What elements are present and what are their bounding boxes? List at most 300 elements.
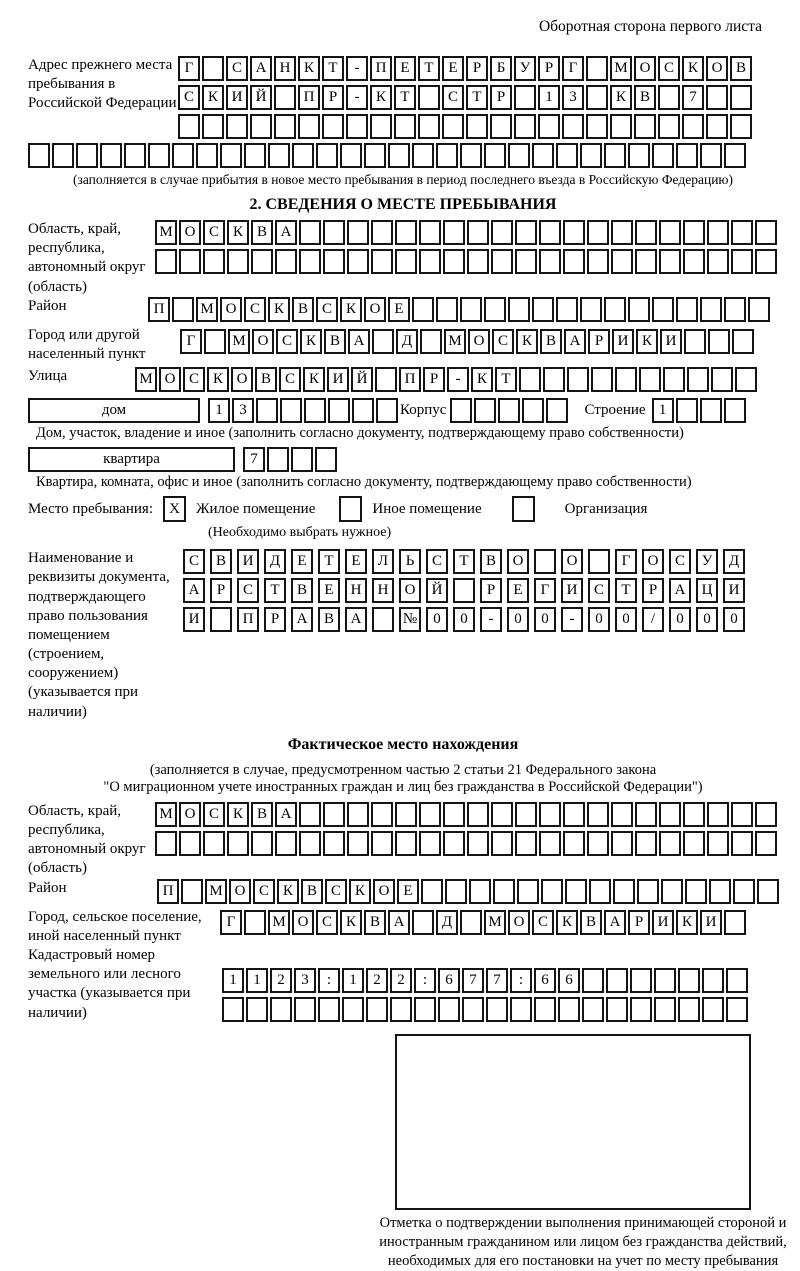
char-box[interactable]: М (135, 367, 157, 392)
char-box[interactable] (294, 997, 316, 1022)
char-box[interactable] (443, 831, 465, 856)
char-box[interactable]: С (183, 549, 205, 574)
char-box[interactable] (604, 297, 626, 322)
char-box[interactable] (322, 114, 344, 139)
char-box[interactable]: Т (322, 56, 344, 81)
char-box[interactable] (299, 802, 321, 827)
char-box[interactable] (700, 297, 722, 322)
char-box[interactable]: С (316, 297, 338, 322)
char-box[interactable] (346, 114, 368, 139)
char-box[interactable] (445, 879, 467, 904)
char-box[interactable] (532, 143, 554, 168)
char-box[interactable] (315, 447, 337, 472)
char-box[interactable]: В (251, 220, 273, 245)
char-box[interactable]: 2 (270, 968, 292, 993)
char-box[interactable] (443, 802, 465, 827)
char-box[interactable]: - (561, 607, 583, 632)
char-box[interactable] (340, 143, 362, 168)
char-box[interactable] (628, 143, 650, 168)
char-box[interactable]: О (364, 297, 386, 322)
char-box[interactable] (179, 831, 201, 856)
char-box[interactable] (491, 831, 513, 856)
char-box[interactable] (323, 220, 345, 245)
char-box[interactable] (155, 831, 177, 856)
char-box[interactable]: К (227, 802, 249, 827)
char-box[interactable] (683, 249, 705, 274)
char-box[interactable] (275, 831, 297, 856)
apartment-type-field[interactable]: квартира (28, 447, 235, 472)
char-box[interactable]: И (700, 910, 722, 935)
char-box[interactable]: Р (538, 56, 560, 81)
char-box[interactable] (588, 549, 610, 574)
char-box[interactable]: Г (220, 910, 242, 935)
char-box[interactable]: Р (423, 367, 445, 392)
char-box[interactable] (724, 297, 746, 322)
char-box[interactable] (731, 220, 753, 245)
char-box[interactable] (731, 249, 753, 274)
char-box[interactable]: О (634, 56, 656, 81)
char-box[interactable] (515, 802, 537, 827)
char-box[interactable]: Г (562, 56, 584, 81)
char-box[interactable] (304, 398, 326, 423)
char-box[interactable]: О (179, 220, 201, 245)
char-box[interactable] (493, 879, 515, 904)
char-box[interactable] (724, 143, 746, 168)
char-box[interactable] (275, 249, 297, 274)
char-box[interactable] (484, 143, 506, 168)
char-box[interactable] (700, 398, 722, 423)
char-box[interactable]: В (318, 607, 340, 632)
char-box[interactable] (682, 114, 704, 139)
char-box[interactable] (731, 831, 753, 856)
char-box[interactable] (707, 802, 729, 827)
char-box[interactable] (630, 997, 652, 1022)
char-box[interactable]: В (301, 879, 323, 904)
char-box[interactable] (582, 997, 604, 1022)
char-box[interactable] (685, 879, 707, 904)
char-box[interactable]: В (540, 329, 562, 354)
char-box[interactable]: А (275, 220, 297, 245)
char-box[interactable] (726, 997, 748, 1022)
char-box[interactable]: К (471, 367, 493, 392)
char-box[interactable] (563, 802, 585, 827)
char-box[interactable] (371, 831, 393, 856)
char-box[interactable]: А (388, 910, 410, 935)
char-box[interactable] (347, 220, 369, 245)
char-box[interactable]: К (676, 910, 698, 935)
char-box[interactable] (202, 114, 224, 139)
char-box[interactable] (498, 398, 520, 423)
char-box[interactable]: К (227, 220, 249, 245)
char-box[interactable] (227, 831, 249, 856)
char-box[interactable]: Т (394, 85, 416, 110)
char-box[interactable] (323, 802, 345, 827)
char-box[interactable]: 0 (669, 607, 691, 632)
char-box[interactable]: О (706, 56, 728, 81)
char-box[interactable] (580, 297, 602, 322)
checkbox-organization[interactable] (512, 496, 535, 522)
char-box[interactable] (517, 879, 539, 904)
char-box[interactable] (707, 831, 729, 856)
char-box[interactable] (179, 249, 201, 274)
char-box[interactable] (246, 997, 268, 1022)
char-box[interactable] (244, 143, 266, 168)
char-box[interactable] (388, 143, 410, 168)
char-box[interactable]: Е (345, 549, 367, 574)
char-box[interactable]: Й (351, 367, 373, 392)
char-box[interactable]: В (730, 56, 752, 81)
char-box[interactable] (707, 249, 729, 274)
char-box[interactable] (267, 447, 289, 472)
char-box[interactable]: Н (274, 56, 296, 81)
char-box[interactable] (635, 220, 657, 245)
char-box[interactable] (563, 249, 585, 274)
char-box[interactable]: Р (628, 910, 650, 935)
char-box[interactable] (534, 549, 556, 574)
char-box[interactable]: : (510, 968, 532, 993)
char-box[interactable] (274, 85, 296, 110)
char-box[interactable] (654, 997, 676, 1022)
char-box[interactable] (203, 831, 225, 856)
char-box[interactable]: И (183, 607, 205, 632)
char-box[interactable]: Н (372, 578, 394, 603)
char-box[interactable]: Т (318, 549, 340, 574)
char-box[interactable] (100, 143, 122, 168)
char-box[interactable] (316, 143, 338, 168)
char-box[interactable] (222, 997, 244, 1022)
char-box[interactable] (541, 879, 563, 904)
char-box[interactable] (628, 297, 650, 322)
char-box[interactable] (735, 367, 757, 392)
char-box[interactable] (587, 220, 609, 245)
char-box[interactable] (678, 968, 700, 993)
char-box[interactable] (124, 143, 146, 168)
char-box[interactable] (280, 398, 302, 423)
char-box[interactable]: / (642, 607, 664, 632)
char-box[interactable] (443, 249, 465, 274)
char-box[interactable] (659, 802, 681, 827)
char-box[interactable] (466, 114, 488, 139)
char-box[interactable]: С (279, 367, 301, 392)
char-box[interactable] (291, 447, 313, 472)
char-box[interactable]: 1 (652, 398, 674, 423)
char-box[interactable] (244, 910, 266, 935)
char-box[interactable]: С (316, 910, 338, 935)
char-box[interactable] (371, 249, 393, 274)
char-box[interactable] (678, 997, 700, 1022)
char-box[interactable]: К (202, 85, 224, 110)
char-box[interactable] (442, 114, 464, 139)
char-box[interactable] (676, 297, 698, 322)
char-box[interactable]: : (414, 968, 436, 993)
char-box[interactable] (700, 143, 722, 168)
char-box[interactable] (366, 997, 388, 1022)
char-box[interactable]: 3 (294, 968, 316, 993)
char-box[interactable]: 0 (615, 607, 637, 632)
char-box[interactable] (347, 802, 369, 827)
char-box[interactable] (395, 220, 417, 245)
char-box[interactable] (567, 367, 589, 392)
char-box[interactable] (412, 910, 434, 935)
char-box[interactable]: П (157, 879, 179, 904)
char-box[interactable]: 0 (507, 607, 529, 632)
char-box[interactable]: С (276, 329, 298, 354)
char-box[interactable] (347, 831, 369, 856)
char-box[interactable] (436, 143, 458, 168)
char-box[interactable] (659, 831, 681, 856)
char-box[interactable]: Р (210, 578, 232, 603)
char-box[interactable]: 1 (246, 968, 268, 993)
char-box[interactable] (652, 143, 674, 168)
char-box[interactable]: М (228, 329, 250, 354)
char-box[interactable] (491, 220, 513, 245)
char-box[interactable] (580, 143, 602, 168)
char-box[interactable]: О (252, 329, 274, 354)
char-box[interactable] (586, 56, 608, 81)
char-box[interactable] (490, 114, 512, 139)
char-box[interactable] (515, 831, 537, 856)
char-box[interactable] (565, 879, 587, 904)
char-box[interactable] (587, 249, 609, 274)
char-box[interactable] (347, 249, 369, 274)
char-box[interactable] (684, 329, 706, 354)
char-box[interactable]: О (292, 910, 314, 935)
char-box[interactable]: 1 (538, 85, 560, 110)
char-box[interactable]: Т (264, 578, 286, 603)
char-box[interactable] (514, 85, 536, 110)
char-box[interactable] (420, 329, 442, 354)
char-box[interactable]: О (468, 329, 490, 354)
char-box[interactable] (323, 249, 345, 274)
char-box[interactable] (610, 114, 632, 139)
char-box[interactable] (654, 968, 676, 993)
char-box[interactable] (491, 249, 513, 274)
char-box[interactable] (342, 997, 364, 1022)
char-box[interactable]: А (291, 607, 313, 632)
char-box[interactable]: Е (507, 578, 529, 603)
char-box[interactable] (419, 802, 441, 827)
char-box[interactable]: 6 (438, 968, 460, 993)
char-box[interactable]: О (159, 367, 181, 392)
char-box[interactable] (462, 997, 484, 1022)
char-box[interactable] (630, 968, 652, 993)
char-box[interactable] (702, 997, 724, 1022)
char-box[interactable] (467, 831, 489, 856)
char-box[interactable] (394, 114, 416, 139)
char-box[interactable]: С (244, 297, 266, 322)
char-box[interactable] (467, 220, 489, 245)
char-box[interactable]: О (220, 297, 242, 322)
char-box[interactable] (251, 831, 273, 856)
char-box[interactable]: Г (534, 578, 556, 603)
char-box[interactable]: К (268, 297, 290, 322)
char-box[interactable]: К (340, 910, 362, 935)
char-box[interactable]: Б (490, 56, 512, 81)
char-box[interactable]: 0 (696, 607, 718, 632)
char-box[interactable] (730, 114, 752, 139)
char-box[interactable] (181, 879, 203, 904)
char-box[interactable] (635, 831, 657, 856)
char-box[interactable] (298, 114, 320, 139)
char-box[interactable] (563, 831, 585, 856)
char-box[interactable]: Т (615, 578, 637, 603)
char-box[interactable] (226, 114, 248, 139)
char-box[interactable]: 1 (208, 398, 230, 423)
char-box[interactable]: С (203, 802, 225, 827)
char-box[interactable]: С (178, 85, 200, 110)
char-box[interactable]: К (610, 85, 632, 110)
char-box[interactable] (486, 997, 508, 1022)
char-box[interactable]: М (196, 297, 218, 322)
char-box[interactable] (270, 997, 292, 1022)
char-box[interactable] (414, 997, 436, 1022)
char-box[interactable]: 0 (534, 607, 556, 632)
char-box[interactable] (148, 143, 170, 168)
char-box[interactable] (421, 879, 443, 904)
char-box[interactable] (708, 329, 730, 354)
char-box[interactable]: Г (615, 549, 637, 574)
char-box[interactable]: О (229, 879, 251, 904)
char-box[interactable]: И (237, 549, 259, 574)
char-box[interactable] (328, 398, 350, 423)
char-box[interactable] (412, 297, 434, 322)
char-box[interactable] (250, 114, 272, 139)
char-box[interactable]: Д (723, 549, 745, 574)
char-box[interactable]: В (580, 910, 602, 935)
char-box[interactable] (582, 968, 604, 993)
char-box[interactable]: В (255, 367, 277, 392)
char-box[interactable] (172, 297, 194, 322)
char-box[interactable] (730, 85, 752, 110)
char-box[interactable]: Л (372, 549, 394, 574)
char-box[interactable]: О (399, 578, 421, 603)
char-box[interactable] (510, 997, 532, 1022)
char-box[interactable]: 7 (462, 968, 484, 993)
char-box[interactable] (196, 143, 218, 168)
char-box[interactable]: И (612, 329, 634, 354)
char-box[interactable]: С (426, 549, 448, 574)
char-box[interactable] (251, 249, 273, 274)
char-box[interactable] (539, 802, 561, 827)
char-box[interactable] (543, 367, 565, 392)
char-box[interactable] (371, 220, 393, 245)
char-box[interactable] (450, 398, 472, 423)
char-box[interactable] (375, 367, 397, 392)
char-box[interactable] (52, 143, 74, 168)
char-box[interactable] (706, 114, 728, 139)
char-box[interactable]: Е (397, 879, 419, 904)
char-box[interactable] (724, 398, 746, 423)
char-box[interactable]: М (268, 910, 290, 935)
char-box[interactable] (757, 879, 779, 904)
char-box[interactable] (663, 367, 685, 392)
char-box[interactable]: 2 (390, 968, 412, 993)
char-box[interactable]: Д (396, 329, 418, 354)
char-box[interactable] (155, 249, 177, 274)
char-box[interactable]: С (492, 329, 514, 354)
char-box[interactable] (586, 114, 608, 139)
checkbox-other-premises[interactable] (339, 496, 362, 522)
char-box[interactable] (611, 802, 633, 827)
char-box[interactable] (467, 249, 489, 274)
char-box[interactable] (546, 398, 568, 423)
char-box[interactable] (538, 114, 560, 139)
char-box[interactable]: В (364, 910, 386, 935)
char-box[interactable]: Й (426, 578, 448, 603)
char-box[interactable]: В (324, 329, 346, 354)
char-box[interactable]: - (447, 367, 469, 392)
char-box[interactable] (467, 802, 489, 827)
char-box[interactable]: 0 (723, 607, 745, 632)
char-box[interactable] (299, 831, 321, 856)
char-box[interactable]: М (444, 329, 466, 354)
char-box[interactable] (683, 802, 705, 827)
char-box[interactable] (635, 249, 657, 274)
char-box[interactable]: К (682, 56, 704, 81)
char-box[interactable]: О (507, 549, 529, 574)
char-box[interactable] (395, 831, 417, 856)
char-box[interactable]: 3 (232, 398, 254, 423)
char-box[interactable] (726, 968, 748, 993)
char-box[interactable] (453, 578, 475, 603)
char-box[interactable]: О (179, 802, 201, 827)
char-box[interactable]: № (399, 607, 421, 632)
char-box[interactable] (611, 831, 633, 856)
char-box[interactable] (604, 143, 626, 168)
char-box[interactable] (539, 831, 561, 856)
char-box[interactable]: М (610, 56, 632, 81)
char-box[interactable] (661, 879, 683, 904)
char-box[interactable]: Р (642, 578, 664, 603)
char-box[interactable] (707, 220, 729, 245)
char-box[interactable] (635, 802, 657, 827)
char-box[interactable]: К (303, 367, 325, 392)
char-box[interactable]: С (237, 578, 259, 603)
char-box[interactable]: К (298, 56, 320, 81)
char-box[interactable]: П (148, 297, 170, 322)
char-box[interactable]: А (183, 578, 205, 603)
char-box[interactable]: М (484, 910, 506, 935)
char-box[interactable] (436, 297, 458, 322)
char-box[interactable] (615, 367, 637, 392)
char-box[interactable] (268, 143, 290, 168)
char-box[interactable]: П (370, 56, 392, 81)
char-box[interactable]: - (346, 85, 368, 110)
char-box[interactable] (376, 398, 398, 423)
char-box[interactable]: Р (264, 607, 286, 632)
char-box[interactable]: И (327, 367, 349, 392)
char-box[interactable]: О (231, 367, 253, 392)
char-box[interactable] (683, 220, 705, 245)
char-box[interactable]: Ь (399, 549, 421, 574)
char-box[interactable] (460, 910, 482, 935)
char-box[interactable] (634, 114, 656, 139)
char-box[interactable]: Г (180, 329, 202, 354)
char-box[interactable] (563, 220, 585, 245)
char-box[interactable]: С (658, 56, 680, 81)
char-box[interactable]: И (561, 578, 583, 603)
char-box[interactable] (418, 114, 440, 139)
char-box[interactable] (508, 297, 530, 322)
char-box[interactable] (418, 85, 440, 110)
char-box[interactable]: О (642, 549, 664, 574)
char-box[interactable] (683, 831, 705, 856)
char-box[interactable]: С (442, 85, 464, 110)
char-box[interactable]: Н (345, 578, 367, 603)
char-box[interactable] (371, 802, 393, 827)
char-box[interactable] (227, 249, 249, 274)
char-box[interactable] (534, 997, 556, 1022)
